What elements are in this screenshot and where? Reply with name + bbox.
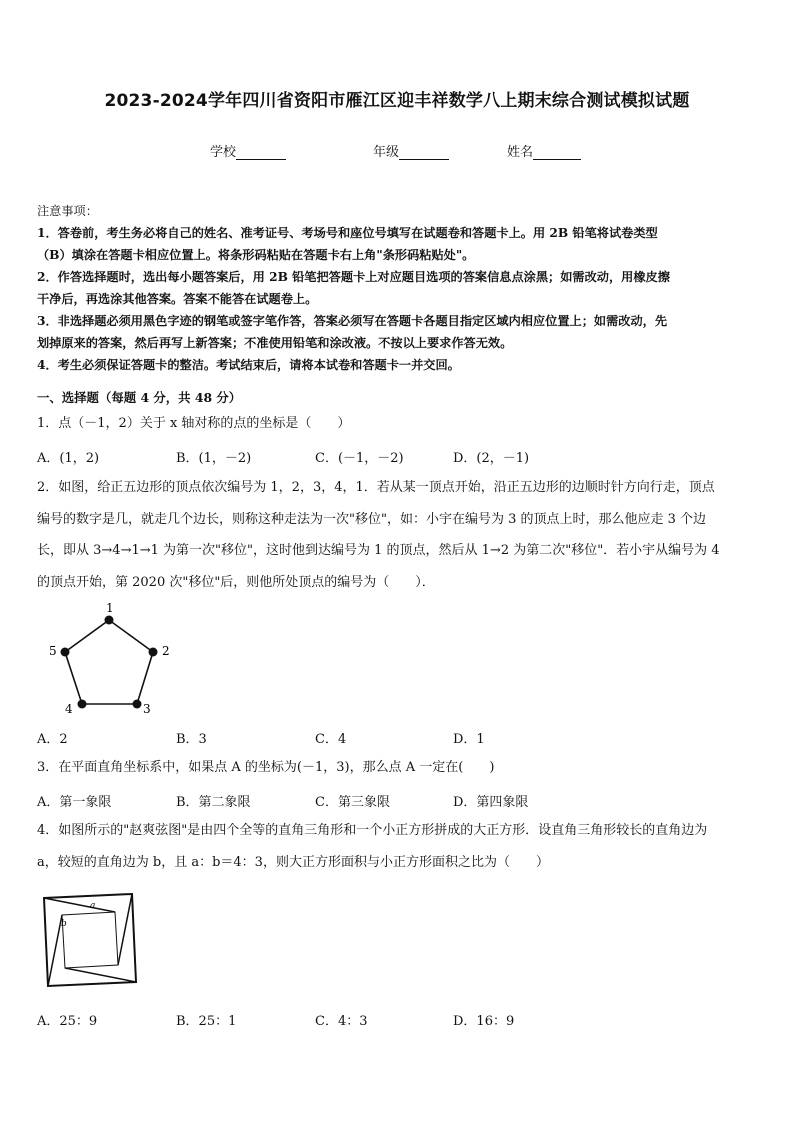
vertex-label: 2 — [162, 644, 170, 658]
vertex-label: 5 — [49, 644, 57, 658]
option-d: D．16：9 — [453, 1014, 515, 1029]
question-text: 2．如图，给正五边形的顶点依次编号为 1，2，3，4，1．若从某一顶点开始，沿正五边形的边顺时针方向行走，顶点 — [37, 480, 715, 495]
question-4-options — [37, 1010, 759, 1030]
grade-field — [373, 141, 449, 160]
notice-line: 1．答卷前，考生务必将自己的姓名、准考证号、考场号和座位号填写在试题卷和答题卡上。用 2B 铅笔将试卷类型 — [37, 226, 658, 240]
notice-block — [37, 200, 759, 376]
pentagon-vertex — [105, 616, 114, 625]
side-label-b: b — [61, 919, 67, 929]
triangle-edge — [44, 898, 115, 912]
pentagon-vertex — [149, 648, 158, 657]
grade-blank — [399, 145, 449, 160]
question-text: 长，即从 3→4→1→1 为第一次"移位"，这时他到达编号为 1 的顶点，然后从 1→2 为第二次"移位"．若小宇从编号为 4 — [37, 543, 720, 558]
student-info-row — [0, 141, 794, 161]
inner-square — [62, 912, 118, 968]
name-blank — [533, 145, 581, 160]
option-a: A．(1，2) — [37, 451, 100, 466]
notice-line: 4．考生必须保证答题卡的整洁。考试结束后，请将本试卷和答题卡一并交回。 — [37, 358, 460, 372]
vertex-label: 3 — [143, 702, 151, 716]
zhao-shuang-figure — [40, 890, 140, 992]
school-field — [210, 141, 286, 160]
option-b: B．第二象限 — [176, 795, 251, 810]
option-b: B．(1，－2) — [176, 451, 252, 466]
question-2 — [37, 472, 759, 598]
pentagon-outline — [65, 620, 153, 704]
vertex-label: 4 — [65, 702, 73, 716]
option-c: C．(－1，－2) — [315, 451, 404, 466]
school-label: 学校 — [210, 145, 237, 160]
question-text: 3．在平面直角坐标系中，如果点 A 的坐标为(－1，3)，那么点 A 一定在( ) — [37, 760, 495, 775]
pentagon-figure — [40, 598, 180, 720]
notice-line: 2．作答选择题时，选出每小题答案后，用 2B 铅笔把答题卡上对应题目选项的答案信息点涂黑；如需改动，用橡皮擦 — [37, 270, 670, 284]
option-b: B．25：1 — [176, 1014, 237, 1029]
option-d: D．第四象限 — [453, 795, 529, 810]
option-c: C．4：3 — [315, 1014, 368, 1029]
question-1 — [37, 408, 759, 440]
notice-heading: 注意事项： — [37, 204, 98, 218]
option-d: D．(2，－1) — [453, 451, 530, 466]
notice-line: 3．非选择题必须用黑色字迹的钢笔或签字笔作答，答案必须写在答题卡各题目指定区域内相应位置上；如需改动，先 — [37, 314, 668, 328]
pentagon-vertex — [133, 700, 142, 709]
name-label: 姓名 — [507, 145, 534, 160]
option-a: A．2 — [37, 732, 68, 747]
question-text: a，较短的直角边为 b，且 a：b＝4：3，则大正方形面积与小正方形面积之比为（ ） — [37, 854, 549, 870]
question-3 — [37, 752, 759, 784]
question-2-options — [37, 728, 759, 748]
question-3-options — [37, 791, 759, 811]
option-a: A．25：9 — [37, 1014, 98, 1029]
grade-label: 年级 — [373, 145, 400, 160]
pentagon-vertex — [61, 648, 70, 657]
triangle-edge — [65, 968, 136, 982]
notice-line: 划掉原来的答案，然后再写上新答案；不准使用铅笔和涂改液。不按以上要求作答无效。 — [37, 336, 513, 350]
option-d: D．1 — [453, 732, 485, 747]
section-heading: 一、选择题（每题 4 分，共 48 分） — [37, 390, 242, 405]
question-4 — [37, 815, 759, 878]
option-c: C．4 — [315, 732, 347, 747]
school-blank — [236, 145, 286, 160]
question-1-options — [37, 447, 759, 467]
option-a: A．第一象限 — [37, 795, 112, 810]
vertex-label: 1 — [106, 601, 114, 615]
option-c: C．第三象限 — [315, 795, 390, 810]
option-b: B．3 — [176, 732, 207, 747]
question-text: 编号的数字是几，就走几个边长，则称这种走法为一次"移位"，如：小宇在编号为 3 的顶点上时，那么他应走 3 个边 — [37, 511, 707, 527]
question-text: 4．如图所示的"赵爽弦图"是由四个全等的直角三角形和一个小正方形拼成的大正方形．设直角三角形较长的直角边为 — [37, 823, 708, 838]
notice-line: （B）填涂在答题卡相应位置上。将条形码粘贴在答题卡右上角"条形码粘贴处"。 — [37, 248, 475, 262]
name-field — [507, 141, 581, 160]
triangle-edge — [48, 915, 62, 986]
exam-title: 2023-2024学年四川省资阳市雁江区迎丰祥数学八上期末综合测试模拟试题 — [104, 91, 690, 111]
side-label-a: a — [90, 901, 96, 911]
question-text: 的顶点开始，第 2020 次"移位"后，则他所处顶点的编号为（ ）． — [37, 574, 435, 590]
pentagon-vertex — [78, 700, 87, 709]
question-text: 1．点（－1，2）关于 x 轴对称的点的坐标是（ ） — [37, 416, 351, 431]
triangle-edge — [118, 894, 132, 965]
notice-line: 干净后，再选涂其他答案。答案不能答在试题卷上。 — [37, 292, 318, 306]
